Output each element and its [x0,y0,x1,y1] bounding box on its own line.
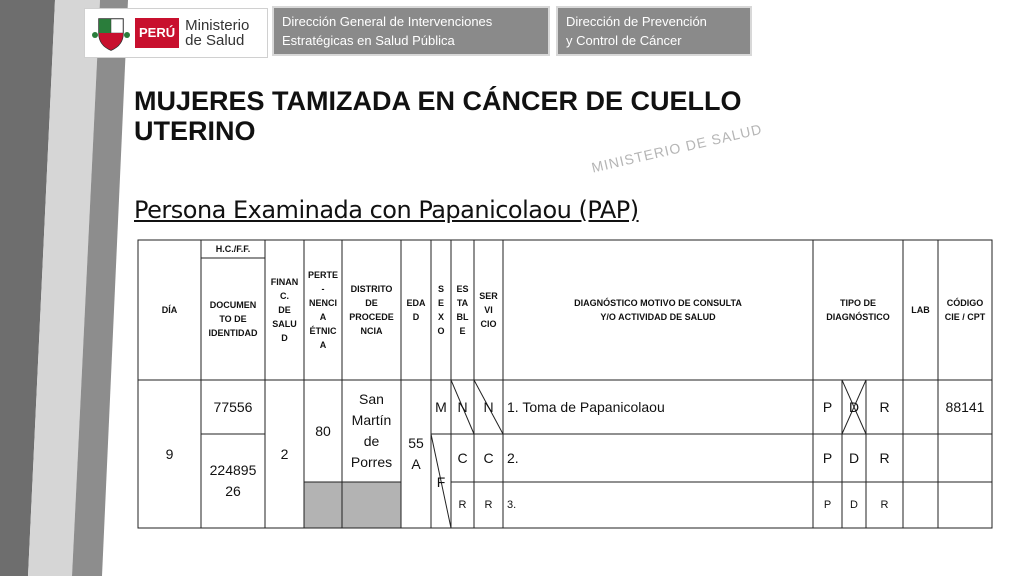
cell-codigo-2 [938,434,992,482]
header-text: CIO [480,319,497,329]
cell-tipo-p-2: P [822,449,833,466]
header-text: TIPO DE [839,298,876,308]
header-text: NENCI [308,298,337,308]
peru-flag-label: PERÚ [135,18,179,48]
header-edad [401,240,431,380]
header-text: D [412,312,420,322]
header-text: A [319,340,327,350]
watermark-text: MINISTERIO DE SALUD [590,120,764,176]
header-text: DIAGNÓSTICO [826,312,890,322]
cell-establ-1: N [457,398,468,415]
header-text: SER [479,291,498,301]
dpcc-line1: Dirección de Prevención [566,14,707,29]
title-line1: MUJERES TAMIZADA EN CÁNCER DE CUELLO [134,86,742,116]
header-servicio [474,240,503,380]
cell-tipo-r-2: R [879,449,890,466]
title-line2: UTERINO [134,116,256,146]
header-text: ÉTNIC [309,326,337,336]
cell-tipo-d-3: D [850,499,858,511]
cell-servicio-2: C [483,449,494,466]
cell-sexo-f: F [436,473,446,490]
cell-codigo-3 [938,482,992,528]
header-text: PROCEDE [349,312,394,322]
header-text: - [321,284,325,294]
header-text: NCIA [360,326,383,336]
header-text: ES [456,284,469,294]
cell-etnia: 80 [315,422,331,439]
cell-tipo-p-1: P [822,398,833,415]
cell-establ-2: C [457,449,468,466]
header-text: IDENTIDAD [208,328,258,338]
dpcc-line2: y Control de Cáncer [566,33,682,48]
edad-value: 55 [408,435,424,451]
header-pertenencia [304,240,342,380]
header-text: EDA [406,298,426,308]
cell-tipo-d-2: D [848,449,860,466]
cell-tipo-r-3: R [880,499,889,511]
cell-diagnostico-1: 1. Toma de Papanicolaou [507,398,665,415]
header-text: O [437,326,445,336]
header-dia: DÍA [161,305,178,315]
cell-dia: 9 [165,445,174,462]
dgiesp-line1: Dirección General de Intervenciones [282,14,493,29]
header-text: FINAN [270,277,299,287]
header-tipo-diagnostico [813,240,903,380]
header-lab: LAB [911,305,930,315]
header-text: E [437,298,444,308]
header-sexo [431,240,451,380]
header-text: PERTE [307,270,338,280]
header-text: CÓDIGO [946,298,984,308]
ministry-line2: de Salud [185,32,245,49]
cell-codigo-1: 88141 [945,398,985,415]
header-text: E [459,326,466,336]
header-text: TA [456,298,469,308]
cell-diagnostico-2: 2. [507,449,519,466]
cell-tipo-p-3: P [823,499,832,511]
section-subtitle: Persona Examinada con Papanicolaou (PAP) [134,196,639,224]
header-text: BL [456,312,469,322]
dgiesp-line2: Estratégicas en Salud Pública [282,33,455,48]
header-text: S [437,284,444,294]
header-text: CIE / CPT [944,312,986,322]
cell-servicio-3: R [484,499,493,511]
header-text: SALU [272,319,297,329]
header-text: DOCUMEN [209,300,257,310]
header-financ [265,240,304,380]
cell-diagnostico-3: 3. [507,499,517,511]
distrito-line: Martín [351,412,392,428]
header-documento [201,258,265,380]
edad-unit: A [411,456,421,472]
header-text: X [437,312,444,322]
cell-establ-3: R [458,499,467,511]
cell-financiamiento: 2 [280,445,289,462]
header-text: TO DE [219,314,247,324]
dni-line1: 224895 [209,462,257,478]
header-establecimiento [451,240,474,380]
header-text: VI [484,305,493,315]
cell-tipo-r-1: R [879,398,890,415]
cell-historia-clinica: 77556 [213,398,253,415]
header-distrito [342,240,401,380]
distrito-line: de [363,433,380,449]
header-hcff: H.C./F.F. [215,244,251,254]
header-codigo [938,240,992,380]
header-text: DE [278,305,291,315]
distrito-line: Porres [350,454,393,470]
cell-documento-identidad [201,434,265,528]
header-text: C. [280,291,289,301]
header-text: Y/O ACTIVIDAD DE SALUD [600,312,716,322]
header-text: DISTRITO [350,284,393,294]
header-text: DIAGNÓSTICO MOTIVO DE CONSULTA [574,298,742,308]
dni-line2: 26 [225,483,241,499]
distrito-line: San [359,391,384,407]
header-text: A [319,312,327,322]
cell-servicio-1: N [483,398,494,415]
header-diagnostico [503,240,813,380]
shaded-cell [342,482,401,528]
cell-tipo-d-1: D [848,398,860,415]
cell-sexo-m: M [435,398,447,415]
header-text: DE [365,298,378,308]
header-text: D [281,333,288,343]
cell-edad [401,380,431,528]
shaded-cell [304,482,342,528]
cell-distrito [342,380,401,482]
ministry-line1: Ministerio [185,17,250,34]
